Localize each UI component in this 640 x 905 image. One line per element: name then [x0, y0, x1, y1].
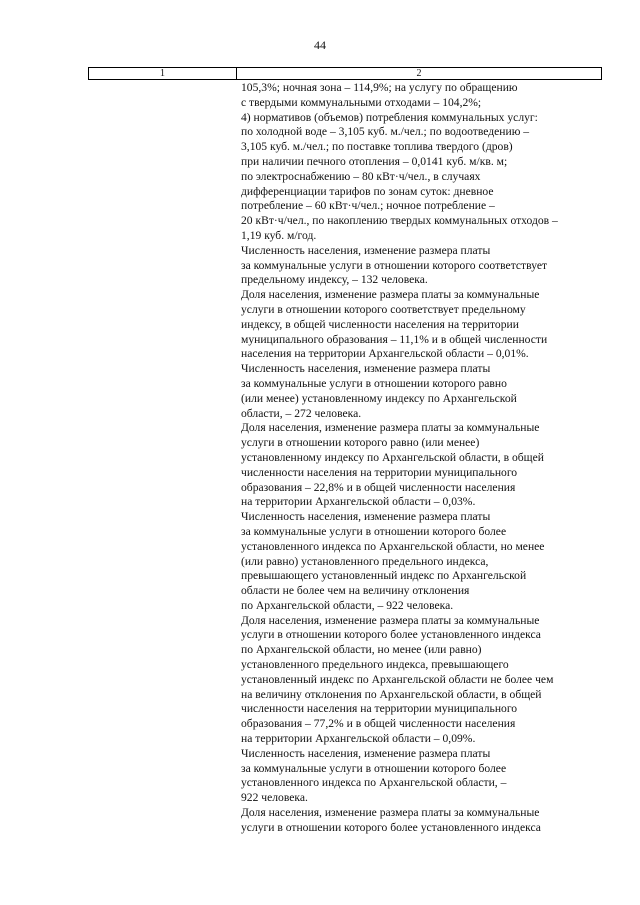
column-1-header: 1 [89, 68, 237, 80]
text-line: установленного предельного индекса, превышающего [241, 658, 509, 672]
text-line: 4) нормативов (объемов) потребления коммунальных услуг: [241, 110, 538, 124]
text-line: дифференциации тарифов по зонам суток: дневное [241, 184, 494, 198]
text-line: Доля населения, изменение размера платы за коммунальные [241, 806, 540, 820]
text-line: за коммунальные услуги в отношении которого более [241, 524, 507, 538]
text-line: при наличии печного отопления – 0,0141 куб. м/кв. м; [241, 154, 508, 168]
text-line: численности населения на территории муниципального [241, 465, 518, 479]
text-line: по холодной воде – 3,105 куб. м./чел.; по водоотведению – [241, 125, 530, 139]
text-line: предельному индексу, – 132 человека. [241, 273, 428, 287]
text-line: индексу, в общей численности населения на территории [241, 317, 519, 331]
text-line: Численность населения, изменение размера платы [241, 362, 491, 376]
text-line: по электроснабжению – 80 кВт·ч/чел., в случаях [241, 169, 481, 183]
text-line: по Архангельской области, но менее (или равно) [241, 643, 482, 657]
text-line: образования – 77,2% и в общей численности населения [241, 717, 516, 731]
text-line: 3,105 куб. м./чел.; по поставке топлива твердого (дров) [241, 140, 513, 154]
body-text [241, 81, 601, 836]
text-line: услуги в отношении которого более установленного индекса [241, 628, 541, 642]
text-line: установленного индекса по Архангельской области, – [241, 776, 507, 790]
text-line: за коммунальные услуги в отношении которого соответствует [241, 258, 548, 272]
text-line: (или равно) установленного предельного индекса, [241, 554, 489, 568]
text-line: по Архангельской области, – 922 человека. [241, 598, 454, 612]
text-line: установленному индексу по Архангельской области, в общей [241, 450, 544, 464]
text-line: услуги в отношении которого соответствует предельному [241, 302, 526, 316]
column-header-table [88, 67, 602, 80]
text-line: на величину отклонения по Архангельской области, в общей [241, 687, 542, 701]
page-number: 44 [314, 38, 326, 52]
text-line: населения на территории Архангельской области – 0,01%. [241, 347, 529, 361]
text-line: 20 кВт·ч/чел., по накоплению твердых коммунальных отходов – [241, 214, 558, 228]
text-line: (или менее) установленному индексу по Архангельской [241, 391, 517, 405]
text-line: численности населения на территории муниципального [241, 702, 518, 716]
text-line: Доля населения, изменение размера платы за коммунальные [241, 613, 540, 627]
text-line: Доля населения, изменение размера платы за коммунальные [241, 421, 540, 435]
text-line: 922 человека. [241, 791, 308, 805]
text-line: потребление – 60 кВт·ч/чел.; ночное потребление – [241, 199, 495, 213]
text-line: установленного индекса по Архангельской области, но менее [241, 539, 545, 553]
text-line: Доля населения, изменение размера платы за коммунальные [241, 288, 540, 302]
text-line: муниципального образования – 11,1% и в общей численности [241, 332, 548, 346]
text-line: на территории Архангельской области – 0,03%. [241, 495, 476, 509]
column-2-header: 2 [237, 68, 602, 80]
text-line: 105,3%; ночная зона – 114,9%; на услугу по обращению [241, 81, 518, 94]
text-line: образования – 22,8% и в общей численности населения [241, 480, 516, 494]
text-line: области, – 272 человека. [241, 406, 362, 420]
text-line: за коммунальные услуги в отношении которого равно [241, 376, 507, 390]
text-line: с твердыми коммунальными отходами – 104,2%; [241, 95, 482, 109]
text-line: за коммунальные услуги в отношении которого более [241, 761, 507, 775]
text-line: на территории Архангельской области – 0,09%. [241, 732, 476, 746]
text-line: превышающего установленный индекс по Архангельской [241, 569, 527, 583]
text-line: услуги в отношении которого равно (или менее) [241, 436, 480, 450]
text-line: Численность населения, изменение размера платы [241, 510, 491, 524]
text-line: Численность населения, изменение размера платы [241, 746, 491, 760]
table-header-row [89, 68, 602, 80]
text-line: 1,19 куб. м/год. [241, 228, 317, 242]
text-line: Численность населения, изменение размера платы [241, 243, 491, 257]
text-line: услуги в отношении которого более установленного индекса [241, 820, 541, 834]
text-line: установленный индекс по Архангельской области не более чем [241, 672, 554, 686]
text-line: области не более чем на величину отклонения [241, 584, 470, 598]
